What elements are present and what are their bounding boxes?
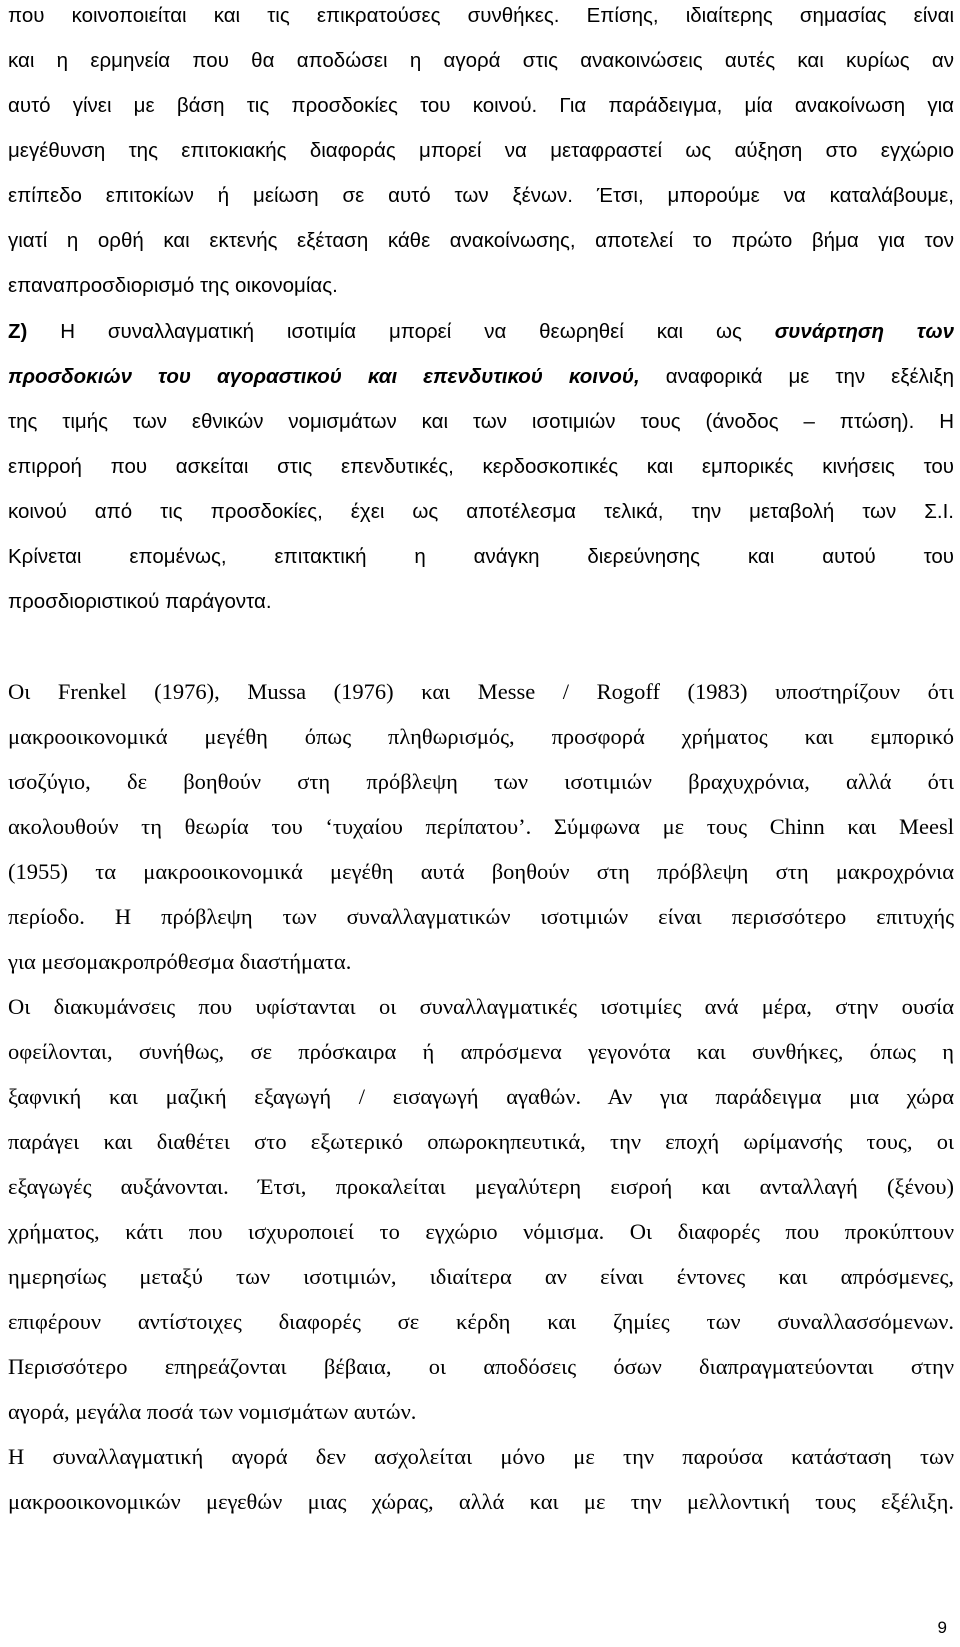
text-line: Οι διακυμάνσεις που υφίστανται οι συναλλαγματικές ισοτιμίες ανά μέρα, στην ουσία [8,994,954,1019]
text-line [8,363,954,391]
text-line: περίοδο. Η πρόβλεψη των συναλλαγματικών ισοτιμιών είναι περισσότερο επιτυχής [8,904,954,929]
text-line: εξαγωγές αυξάνονται. Έτσι, προκαλείται μεγαλύτερη εισροή και ανταλλαγή (ξένου) [8,1174,954,1199]
text-line: παράγει και διαθέτει στο εξωτερικό οπωροκηπευτικά, την εποχή ωρίμανσής τους, οι [8,1129,954,1154]
text-line: και η ερμηνεία που θα αποδώσει η αγορά στις ανακοινώσεις αυτές και κυρίως αν [8,49,954,72]
text-line: επαναπροσδιορισμό της οικονομίας. [8,274,338,297]
text-line: ημερησίως μεταξύ των ισοτιμιών, ιδιαίτερα αν είναι έντονες και απρόσμενες, [8,1264,954,1289]
text-line: χρήματος, κάτι που ισχυροποιεί το εγχώριο νόμισμα. Οι διαφορές που προκύπτουν [8,1219,954,1244]
text-line: (1955) τα μακροοικονομικά μεγέθη αυτά βοηθούν στη πρόβλεψη στη μακροχρόνια [8,859,954,884]
page-number: 9 [937,1618,947,1637]
text-line: προσδιοριστικού παράγοντα. [8,590,272,613]
emphasis-text: συνάρτηση των [774,320,954,343]
text-line: Οι Frenkel (1976), Mussa (1976) και Messe / Rogoff (1983) υποστηρίζουν ότι [8,679,954,704]
text-line: που κοινοποιείται και τις επικρατούσες συνθήκες. Επίσης, ιδιαίτερης σημασίας είναι [8,4,954,27]
text-line: ξαφνική και μαζική εξαγωγή / εισαγωγή αγαθών. Αν για παράδειγμα μια χώρα [8,1084,954,1109]
text-run: αναφορικά με την εξέλιξη [665,365,955,388]
text-line: οφείλονται, συνήθως, σε πρόσκαιρα ή απρόσμενα γεγονότα και συνθήκες, όπως η [8,1039,954,1064]
item-label: Ζ) [8,320,28,343]
text-line: αυτό γίνει με βάση τις προσδοκίες του κοινού. Για παράδειγμα, μία ανακοίνωση για [8,94,954,117]
text-line: ακολουθούν τη θεωρία του ‘τυχαίου περίπατου’. Σύμφωνα με τους Chinn και Meesl [8,814,954,839]
text-line: της τιμής των εθνικών νομισμάτων και των ισοτιμιών τους (άνοδος – πτώση). Η [8,410,954,433]
text-line: για μεσομακροπρόθεσμα διαστήματα. [8,949,352,974]
text-line: κοινού από τις προσδοκίες, έχει ως αποτέλεσμα τελικά, την μεταβολή των Σ.Ι. [8,500,954,523]
text-run: Η συναλλαγματική ισοτιμία μπορεί να θεωρηθεί και ως [60,320,742,343]
text-line: μεγέθυνση της επιτοκιακής διαφοράς μπορεί να μεταφραστεί ως αύξηση στο εγχώριο [8,139,954,162]
text-line [8,318,954,346]
text-line: μακροοικονομικών μεγεθών μιας χώρας, αλλά και με την μελλοντική τους εξέλιξη. [8,1489,954,1514]
text-line: αγορά, μεγάλα ποσά των νομισμάτων αυτών. [8,1399,417,1424]
text-line: επίπεδο επιτοκίων ή μείωση σε αυτό των ξένων. Έτσι, μπορούμε να καταλάβουμε, [8,184,954,207]
text-line: επιφέρουν αντίστοιχες διαφορές σε κέρδη και ζημίες των συναλλασσόμενων. [8,1309,954,1334]
text-line: γιατί η ορθή και εκτενής εξέταση κάθε ανακοίνωσης, αποτελεί το πρώτο βήμα για τον [8,229,954,252]
text-line: μακροοικονομικά μεγέθη όπως πληθωρισμός, προσφορά χρήματος και εμπορικό [8,724,954,749]
text-line: επιρροή που ασκείται στις επενδυτικές, κερδοσκοπικές και εμπορικές κινήσεις του [8,455,954,478]
text-line: Κρίνεται επομένως, επιτακτική η ανάγκη διερεύνησης και αυτού του [8,545,954,568]
text-line: Η συναλλαγματική αγορά δεν ασχολείται μόνο με την παρούσα κατάσταση των [8,1444,954,1469]
text-line: ισοζύγιο, δε βοηθούν στη πρόβλεψη των ισοτιμιών βραχυχρόνια, αλλά ότι [8,769,954,794]
emphasis-text: προσδοκιών του αγοραστικού και επενδυτικού κοινού, [8,365,640,388]
text-line: Περισσότερο επηρεάζονται βέβαια, οι αποδόσεις όσων διαπραγματεύονται στην [8,1354,954,1379]
